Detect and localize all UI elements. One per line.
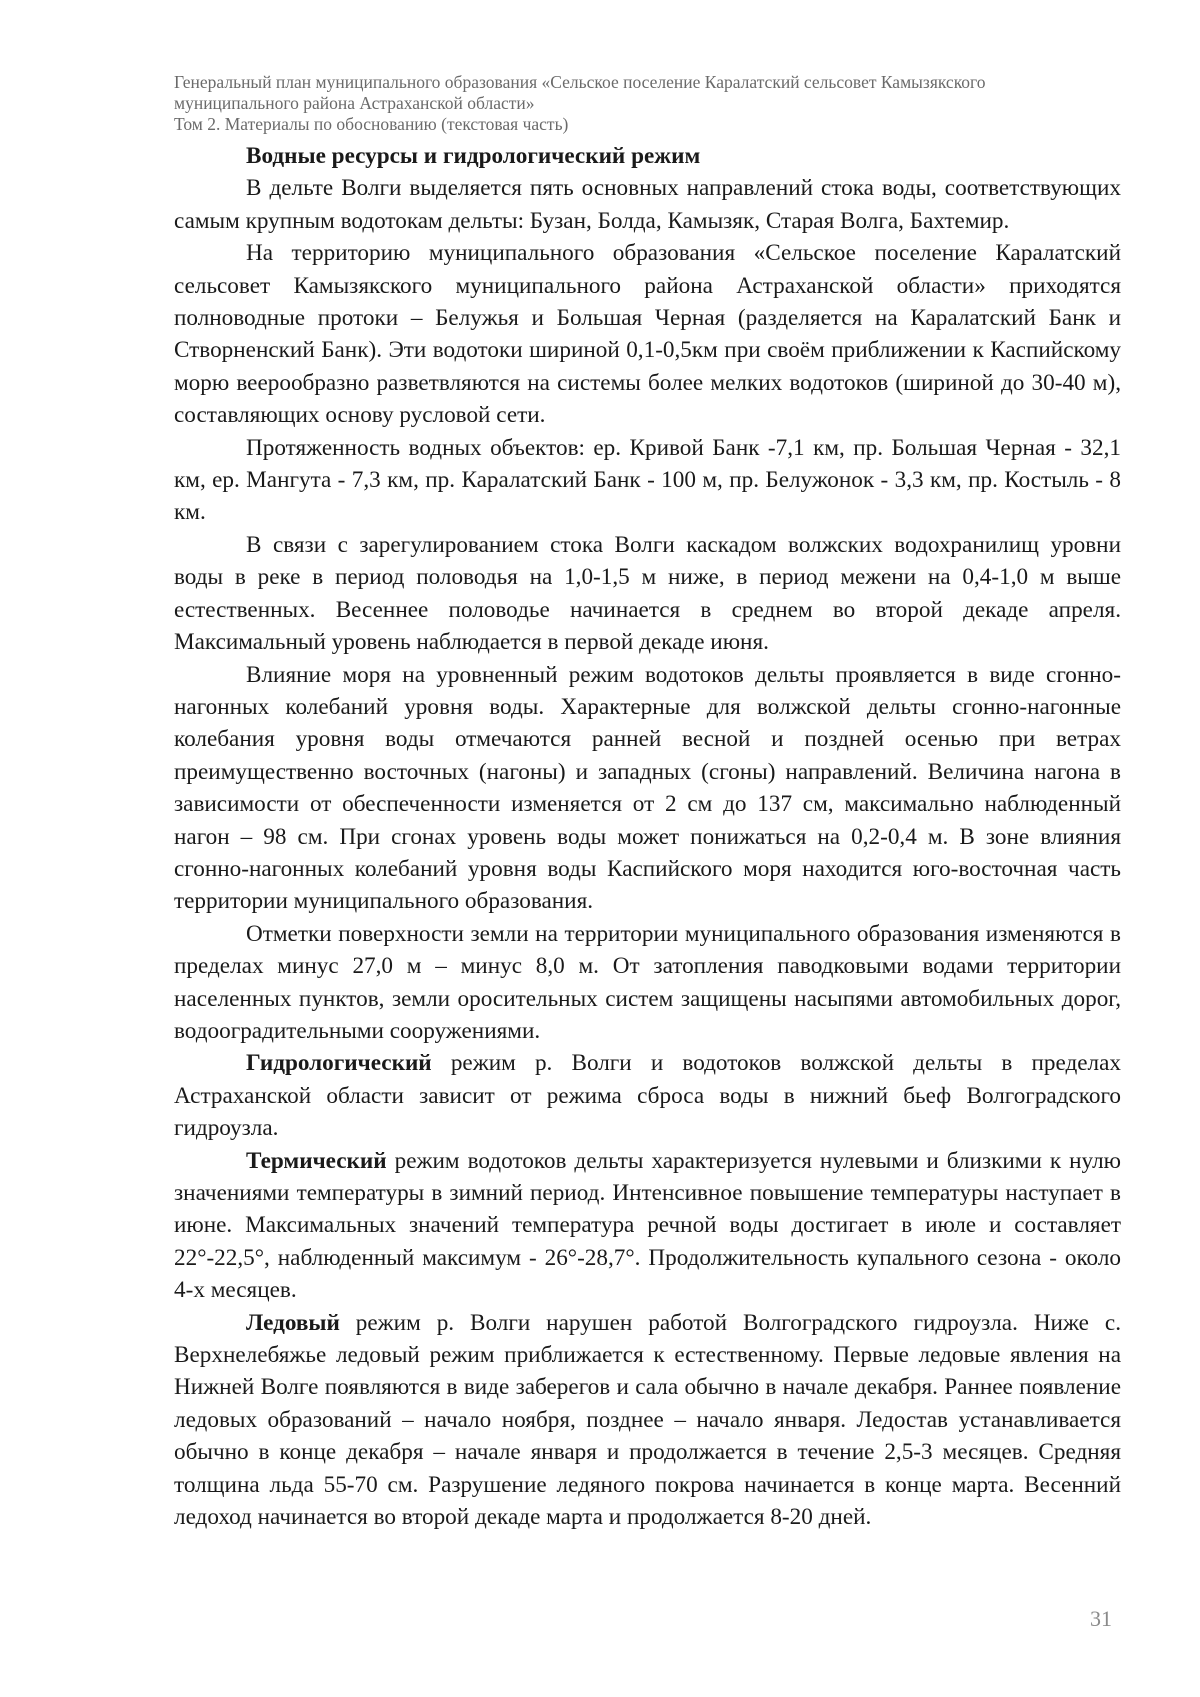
paragraph-delta-flow-directions: В дельте Волги выделяется пять основных направлений стока воды, соответствующих самым крупным водотокам дельты: Бузан, Болда, Камызяк, Старая Волга, Бахтемир. bbox=[174, 175, 1121, 234]
section-title: Водные ресурсы и гидрологический режим bbox=[246, 143, 701, 169]
header-line-1: Генеральный план муниципального образования «Сельское поселение Каралатский сельсовет Камызякского bbox=[174, 72, 986, 92]
header-line-2: муниципального района Астраханской области» bbox=[174, 93, 535, 113]
page-number: 31 bbox=[1090, 1606, 1112, 1631]
paragraph-hydrological-text: режим р. Волги и водотоков волжской дельты в пределах Астраханской области зависит от режима сброса воды в нижний бьеф Волгоградского гидроузла. bbox=[174, 1050, 1121, 1142]
body-text bbox=[174, 140, 1121, 1533]
paragraph-water-body-lengths: Протяженность водных объектов: ер. Кривой Банк -7,1 км, пр. Большая Черная - 32,1 км, ер. Мангута - 7,3 км, пр. Каралатский Банк - 100 м, пр. Белужонок - 3,3 км, пр. Костыль - 8 км. bbox=[174, 434, 1121, 526]
paragraph-hydrological-regime bbox=[174, 1047, 1121, 1144]
paragraph-surface-elevations: Отметки поверхности земли на территории муниципального образования изменяются в пределах минус 27,0 м – минус 8,0 м. От затопления паводковыми водами территории населенных пунктов, земли оросительных систем защищены насыпями автомобильных дорог, водооградительными сооружениями. bbox=[174, 920, 1121, 1044]
paragraph-water-levels: В связи с зарегулированием стока Волги каскадом волжских водохранилищ уровни воды в реке в период половодья на 1,0-1,5 м ниже, в период межени на 0,4-1,0 м выше естественных. Весеннее половодье начинается в среднем во второй декаде апреля. Максимальный уровень наблюдается в первой декаде июня. bbox=[174, 531, 1121, 656]
header-line-3: Том 2. Материалы по обоснованию (текстовая часть) bbox=[174, 114, 569, 134]
paragraph-ice-text: режим р. Волги нарушен работой Волгоградского гидроузла. Ниже с. Верхнелебяжье ледовый режим приближается к естественному. Первые ледовые явления на Нижней Волге появляются в виде заберегов и сала обычно в начале декабря. Раннее появление ледовых образований – начало ноября, позднее – начало января. Ледостав устанавливается обычно в конце декабря – начале января и продолжается в течение 2,5-3 месяцев. Средняя толщина льда 55-70 см. Разрушение ледяного покрова начинается в конце марта. Весенний ледоход начинается во второй декаде марта и продолжается 8-20 дней. bbox=[174, 1309, 1121, 1531]
term-hydrological: Гидрологический bbox=[246, 1050, 432, 1077]
paragraph-ice-regime bbox=[174, 1307, 1121, 1534]
running-header bbox=[174, 72, 1134, 135]
term-thermal: Термический bbox=[246, 1147, 387, 1174]
paragraph-channels: На территорию муниципального образования «Сельское поселение Каралатский сельсовет Камызякского муниципального района Астраханской области» приходятся полноводные протоки – Белужья и Большая Черная (разделяется на Каралатский Банк и Створненский Банк). Эти водотоки шириной 0,1-0,5км при своём приближении к Каспийскому морю веерообразно разветвляются на системы более мелких водотоков (шириной до 30-40 м), составляющих основу русловой сети. bbox=[174, 240, 1121, 429]
paragraph-thermal-text: режим водотоков дельты характеризуется нулевыми и близкими к нулю значениями температуры в зимний период. Интенсивное повышение температуры наступает в июне. Максимальных значений температура речной воды достигает в июле и составляет 22°-22,5°, наблюденный максимум - 26°-28,7°. Продолжительность купального сезона - около 4-х месяцев. bbox=[174, 1147, 1121, 1304]
paragraph-sea-influence: Влияние моря на уровненный режим водотоков дельты проявляется в виде сгонно-нагонных колебаний уровня воды. Характерные для волжской дельты сгонно-нагонные колебания уровня воды отмечаются ранней весной и поздней осенью при ветрах преимущественно восточных (нагоны) и западных (сгоны) направлений. Величина нагона в зависимости от обеспеченности изменяется от 2 см до 137 см, максимально наблюденный нагон – 98 см. При сгонах уровень воды может понижаться на 0,2-0,4 м. В зоне влияния сгонно-нагонных колебаний уровня воды Каспийского моря находится юго-восточная часть территории муниципального образования. bbox=[174, 661, 1121, 915]
term-ice: Ледовый bbox=[246, 1309, 340, 1336]
paragraph-thermal-regime bbox=[174, 1145, 1121, 1307]
